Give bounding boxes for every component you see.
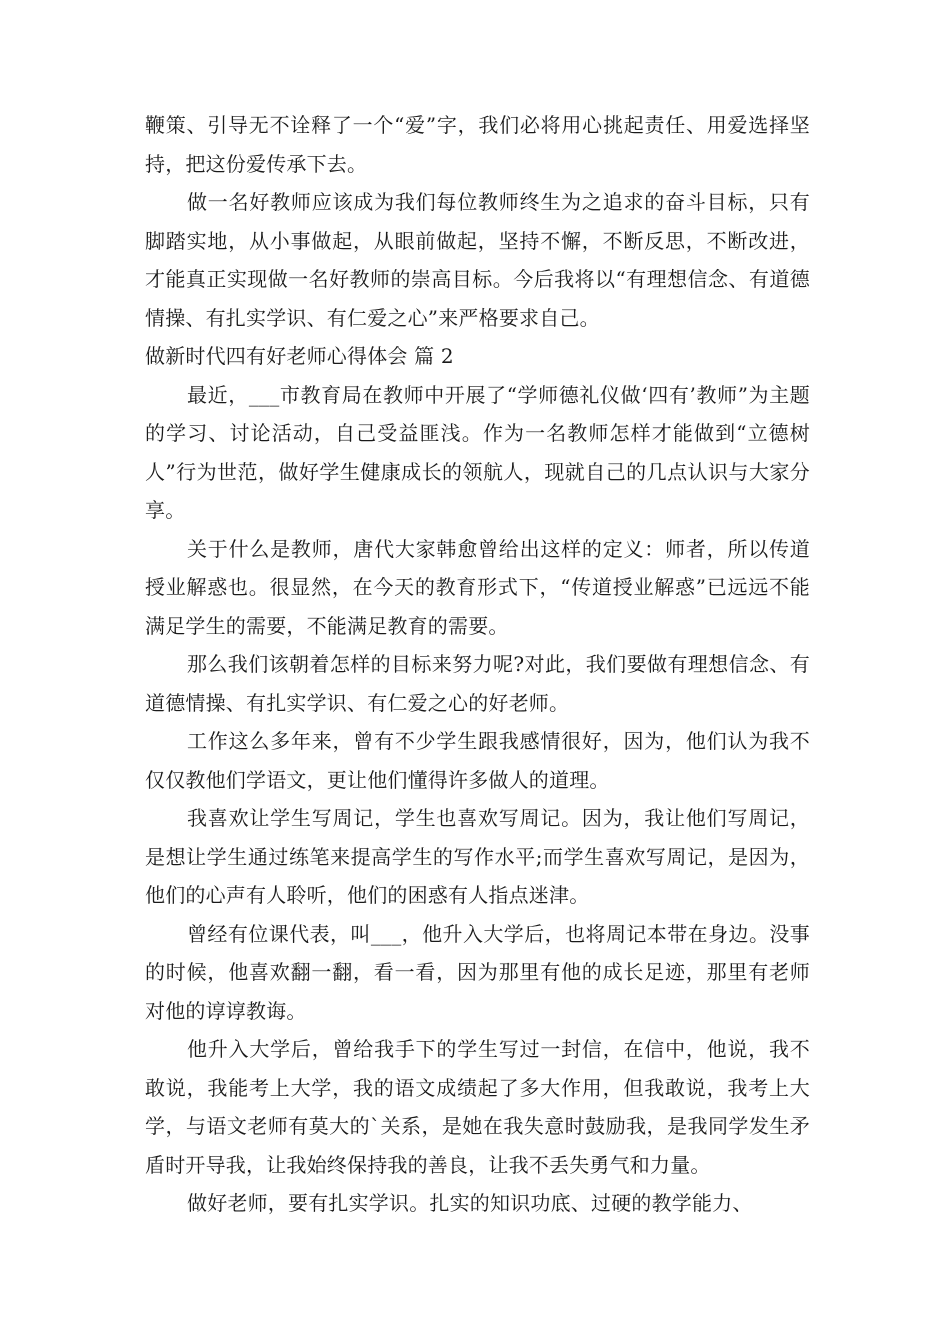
paragraph-5: 那么我们该朝着怎样的目标来努力呢?对此，我们要做有理想信念、有道德情操、有扎实学识、有仁爱之心的好老师。 bbox=[145, 652, 810, 715]
paragraph-6: 工作这么多年来，曾有不少学生跟我感情很好，因为，他们认为我不仅仅教他们学语文，更让他们懂得许多做人的道理。 bbox=[145, 729, 810, 792]
paragraph-1: 鞭策、引导无不诠释了一个“爱”字，我们必将用心挑起责任、用爱选择坚持，把这份爱传承下去。 bbox=[145, 113, 810, 176]
paragraph-2: 做一名好教师应该成为我们每位教师终生为之追求的奋斗目标，只有脚踏实地，从小事做起，从眼前做起，坚持不懈，不断反思，不断改进，才能真正实现做一名好教师的崇高目标。今后我将以“有理想信念、有道德情操、有扎实学识、有仁爱之心”来严格要求自己。 bbox=[145, 190, 810, 330]
document-body bbox=[145, 106, 810, 1223]
section-heading: 做新时代四有好老师心得体会 篇 2 bbox=[145, 344, 454, 368]
paragraph-9: 他升入大学后，曾给我手下的学生写过一封信，在信中，他说，我不敢说，我能考上大学，我的语文成绩起了多大作用，但我敢说，我考上大学，与语文老师有莫大的`关系，是她在我失意时鼓励我，是我同学发生矛盾时开导我，让我始终保持我的善良，让我不丢失勇气和力量。 bbox=[145, 1037, 810, 1177]
paragraph-8: 曾经有位课代表，叫___，他升入大学后，也将周记本带在身边。没事的时候，他喜欢翻一翻，看一看，因为那里有他的成长足迹，那里有老师对他的谆谆教诲。 bbox=[145, 921, 810, 1023]
paragraph-10: 做好老师，要有扎实学识。扎实的知识功底、过硬的教学能力、 bbox=[187, 1191, 753, 1215]
paragraph-7: 我喜欢让学生写周记，学生也喜欢写周记。因为，我让他们写周记，是想让学生通过练笔来提高学生的写作水平;而学生喜欢写周记，是因为，他们的心声有人聆听，他们的困惑有人指点迷津。 bbox=[145, 806, 810, 907]
paragraph-4: 关于什么是教师，唐代大家韩愈曾给出这样的定义：师者，所以传道授业解惑也。很显然，在今天的教育形式下，“传道授业解惑”已远远不能满足学生的需要，不能满足教育的需要。 bbox=[145, 536, 810, 638]
paragraph-3: 最近，___市教育局在教师中开展了“学师德礼仪做‘四有’教师”为主题的学习、讨论活动，自己受益匪浅。作为一名教师怎样才能做到“立德树人”行为世范，做好学生健康成长的领航人，现就自己的几点认识与大家分享。 bbox=[145, 382, 810, 522]
